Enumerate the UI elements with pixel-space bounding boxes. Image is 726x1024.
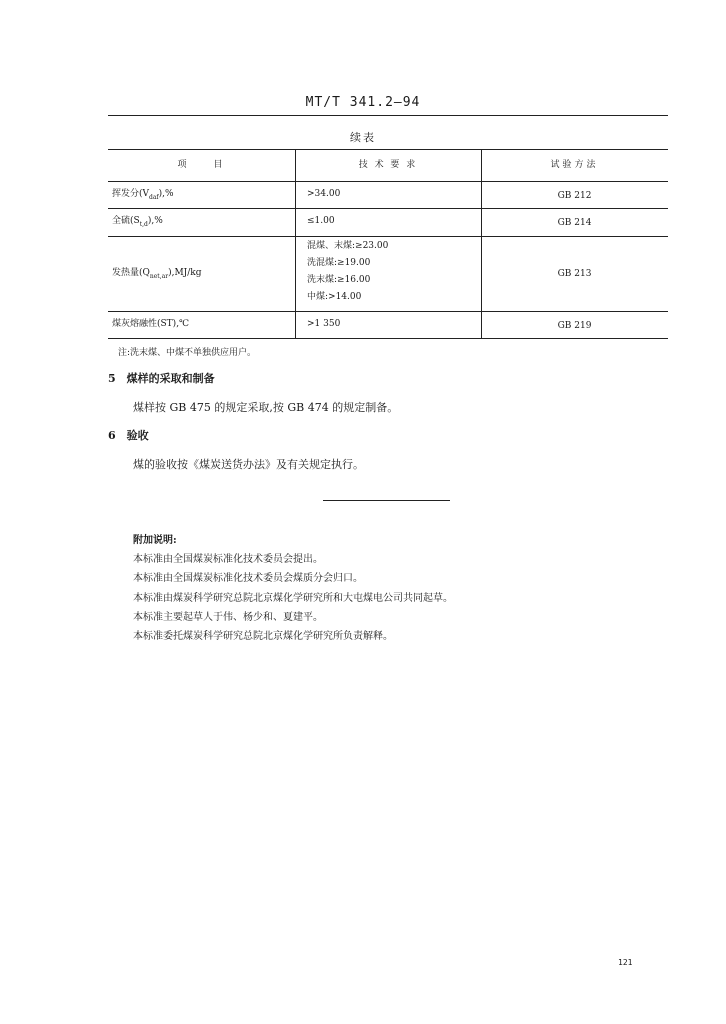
item-text: 煤灰熔融性(ST),℃ — [112, 319, 190, 329]
requirement-value: 洗混煤:≥19.00 — [307, 258, 371, 268]
column-header-item: 项 目 — [177, 160, 226, 170]
requirement-value: >1 350 — [307, 319, 341, 329]
item-unit: ),MJ/kg — [168, 268, 202, 278]
item-subscript: t,d — [139, 220, 148, 228]
additional-note-line: 本标准由全国煤炭标准化技术委员会煤质分会归口。 — [133, 573, 363, 584]
section-6-text: 煤的验收按《煤炭送货办法》及有关规定执行。 — [133, 458, 364, 471]
section-6-title: 6 验收 — [108, 429, 149, 442]
item-text: 发热量(Q — [112, 268, 150, 278]
additional-note-line: 本标准由全国煤炭标准化技术委员会提出。 — [133, 554, 323, 565]
table-row-rule — [108, 236, 668, 237]
method-value: GB 214 — [557, 218, 592, 228]
method-value: GB 212 — [557, 191, 592, 201]
table-row-item — [112, 215, 163, 231]
requirement-value: 洗末煤:≥16.00 — [307, 275, 371, 285]
table-col-rule — [295, 149, 296, 338]
column-header-requirement: 技 术 要 求 — [358, 160, 418, 170]
page-number: 121 — [618, 958, 633, 967]
requirement-value: >34.00 — [307, 189, 341, 199]
additional-note-line: 本标准由煤炭科学研究总院北京煤化学研究所和大屯煤电公司共同起草。 — [133, 593, 453, 604]
table-row-rule — [108, 208, 668, 209]
table-caption: 续表 — [350, 131, 376, 144]
column-header-method: 试验方法 — [550, 160, 599, 170]
requirement-value: ≤1.00 — [307, 216, 335, 226]
item-subscript: net,ar — [149, 272, 169, 280]
table-row-item — [112, 318, 189, 330]
section-5-title: 5 煤样的采取和制备 — [108, 372, 215, 385]
table-row-item — [112, 267, 202, 283]
item-unit: ),% — [158, 189, 174, 199]
additional-notes-title: 附加说明: — [133, 535, 177, 546]
item-text: 挥发分(V — [112, 189, 150, 199]
table-row-rule — [108, 311, 668, 312]
additional-note-line: 本标准主要起草人于伟、杨少和、夏建平。 — [133, 612, 323, 623]
item-text: 全硫(S — [112, 216, 140, 226]
table-col-rule — [481, 149, 482, 338]
additional-note-line: 本标准委托煤炭科学研究总院北京煤化学研究所负责解释。 — [133, 631, 393, 642]
table-row-item — [112, 188, 174, 204]
requirement-value: 混煤、末煤:≥23.00 — [307, 241, 389, 251]
method-value: GB 213 — [557, 269, 592, 279]
table-header-rule — [108, 181, 668, 182]
section-5-text: 煤样按 GB 475 的规定采取,按 GB 474 的规定制备。 — [133, 401, 399, 414]
requirement-value: 中煤:>14.00 — [307, 292, 362, 302]
table-top-rule — [108, 149, 668, 150]
method-value: GB 219 — [557, 321, 592, 331]
header-rule — [108, 115, 668, 116]
table-note: 注:洗末煤、中煤不单独供应用户。 — [118, 348, 257, 358]
document-header: MT/T 341.2—94 — [305, 95, 421, 110]
table-bottom-rule — [108, 338, 668, 339]
separator-line — [323, 500, 450, 501]
item-unit: ),% — [147, 216, 163, 226]
item-subscript: daf — [149, 193, 159, 201]
